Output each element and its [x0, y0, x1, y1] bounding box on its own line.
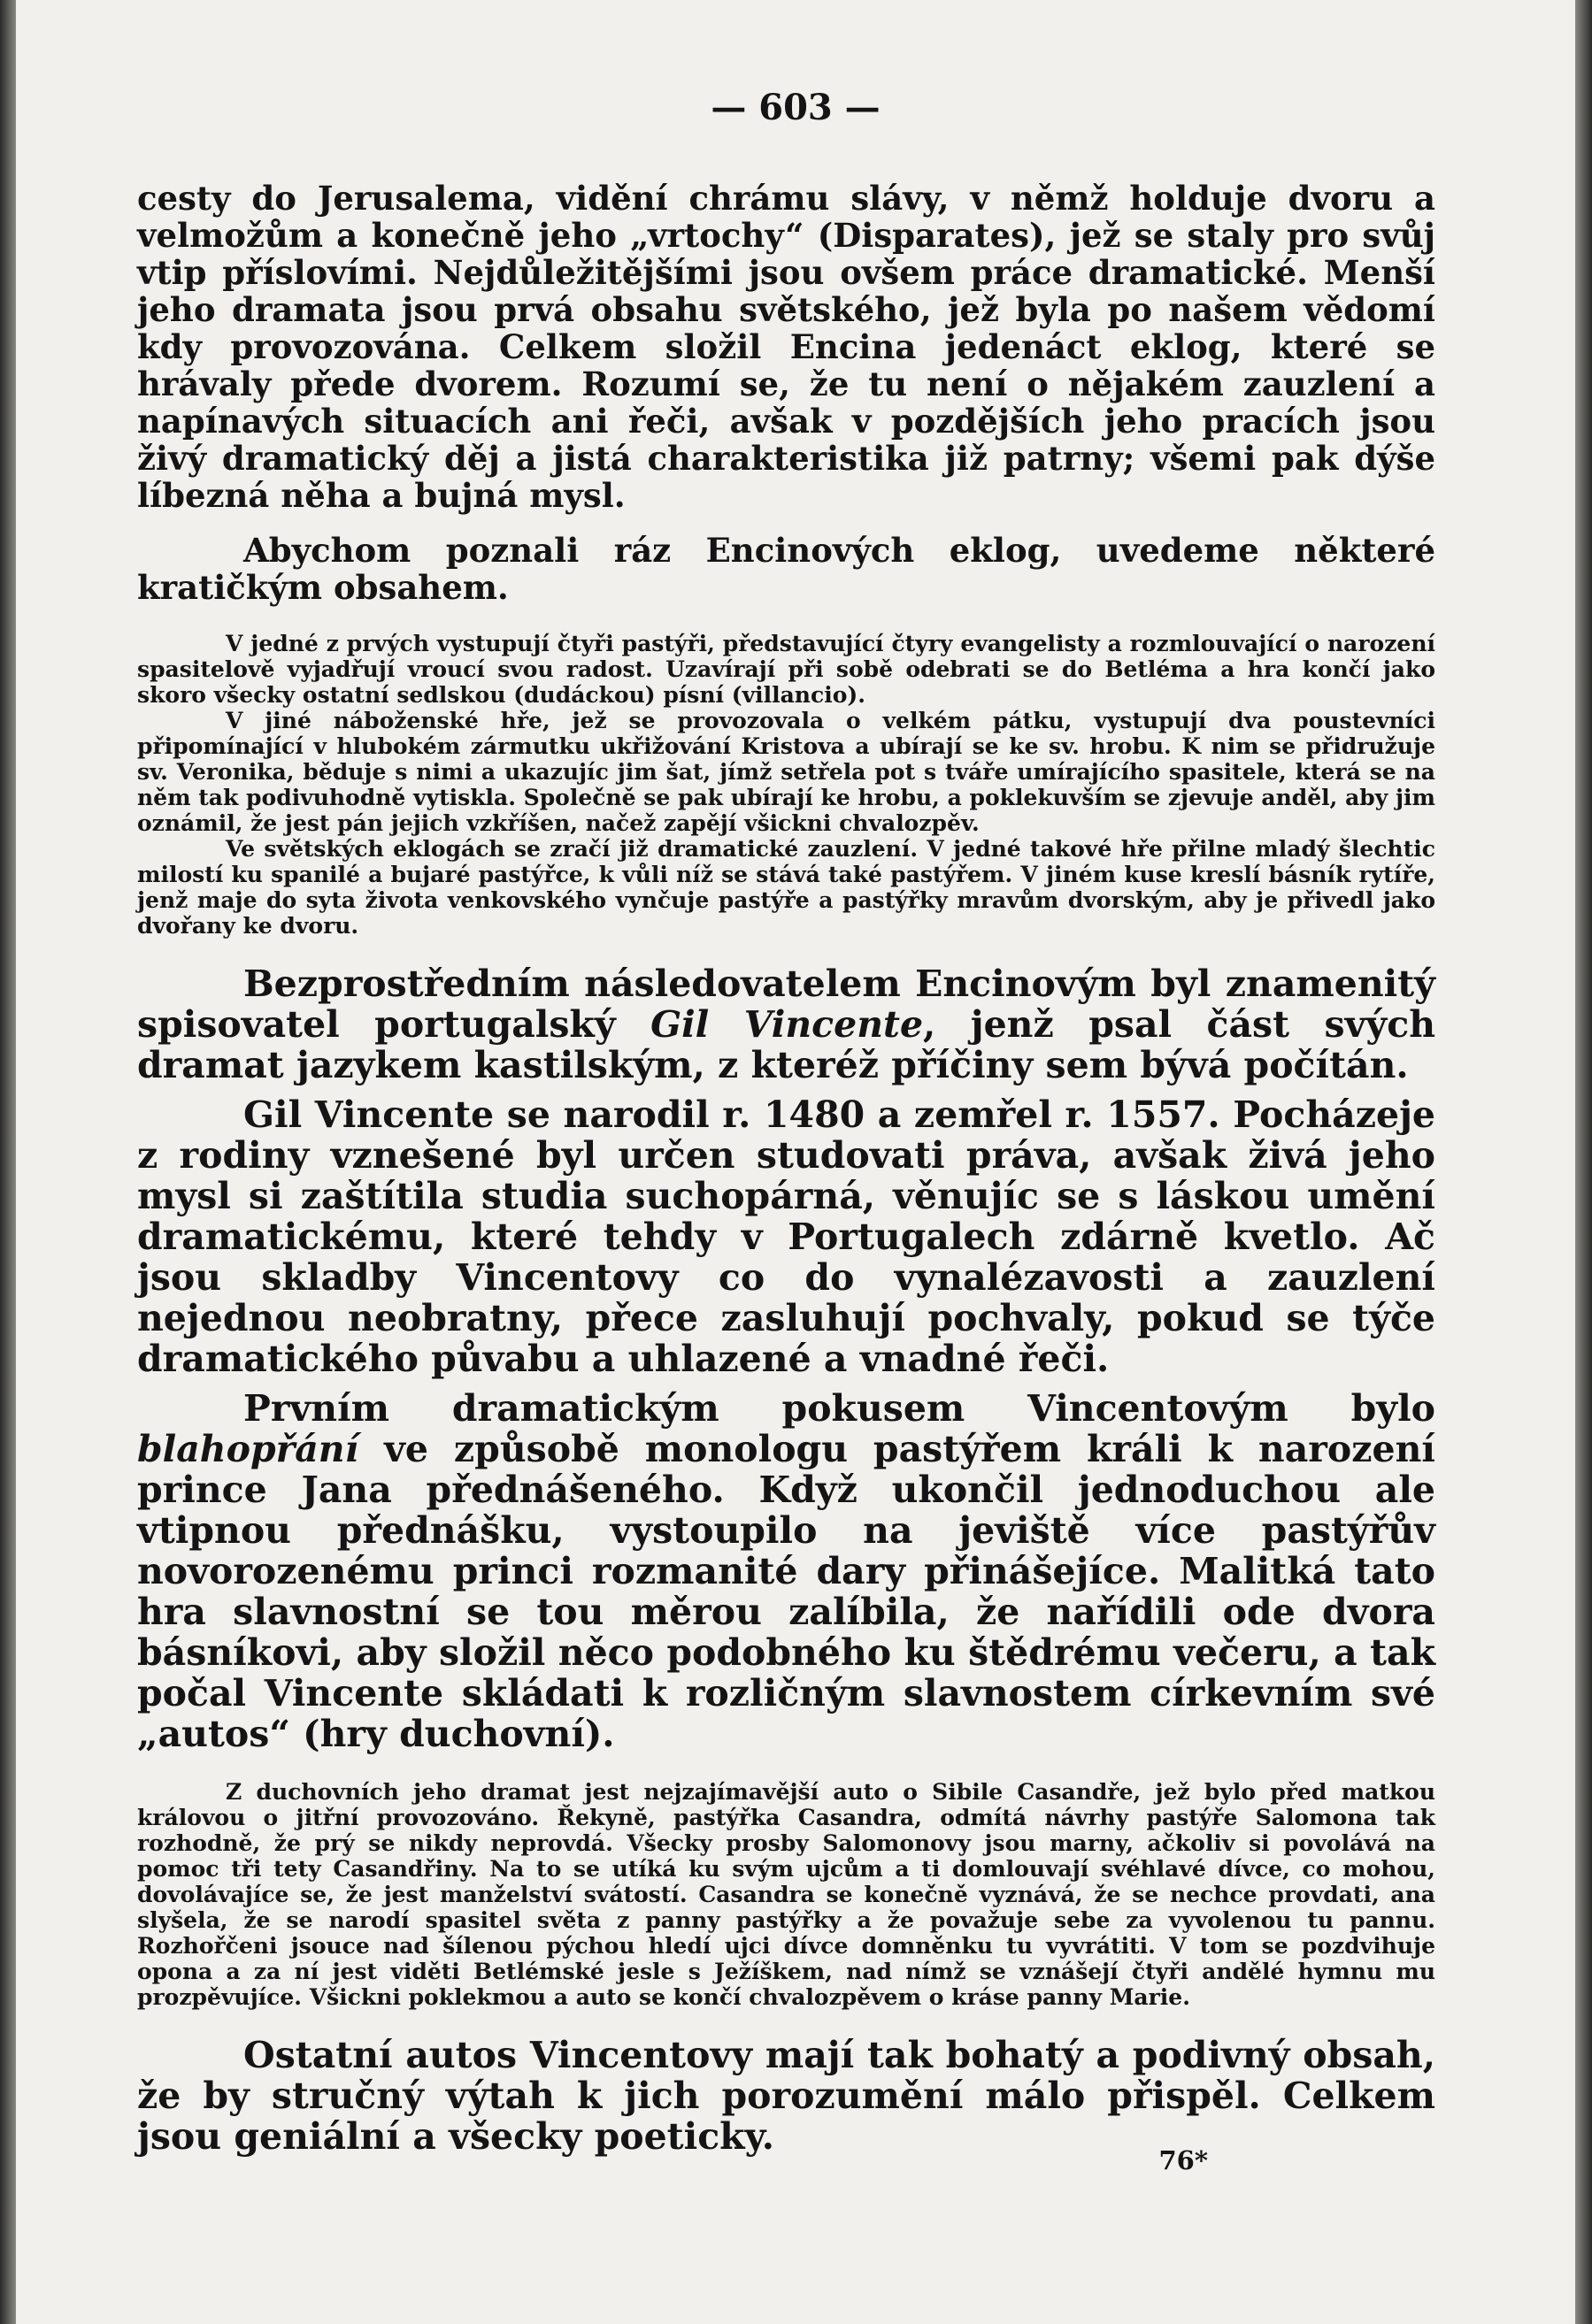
- scan-edge-left: [0, 0, 16, 2324]
- note-good-friday-play: V jiné náboženské hře, jež se provozovala o velkém pátku, vystupují dva poustevníci připomínající v hlubokém zármutku ukřižování Kristova a ubírají se ke sv. hrobu. K nim se přidružuje sv. Veronika, běduje s nimi a ukazujíc jim šat, jímž setřela pot s tváře umírajícího spasitele, která se na něm tak podivuhodně vytiskla. Společně se pak ubírají ke hrobu, a poklekuvším se zjevuje anděl, aby jim oznámil, že jest pán jejich vzkříšen, načež zapějí všickni chvalozpěv.: [137, 708, 1435, 836]
- paragraph-eclogues-intro: Abychom poznali ráz Encinových eklog, uvedeme některé kratičkým obsahem.: [137, 531, 1435, 607]
- text-segment: ve způsobě monologu pastýřem králi k narození prince Jana přednášeného. Když ukončil jednoduchou ale vtipnou přednášku, vystoupilo na jeviště více pastýřův novorozenému princi rozmanité dary přinášejíce. Malitká tato hra slavnostní se tou měrou zalíbila, že nařídili ode dvora básníkovi, aby složil něco podobného ku štědrému večeru, a tak počal Vincente skládati k rozličným slavnostem církevním své „autos“ (hry duchovní).: [137, 1428, 1435, 1755]
- paragraph-encina-works: cesty do Jerusalema, vidění chrámu slávy, v němž holduje dvoru a velmožům a konečně jeho „vrtochy“ (Disparates), jež se staly pro svůj vtip příslovími. Nejdůležitějšími jsou ovšem práce dramatické. Menší jeho dramata jsou prvá obsahu světského, jež byla po našem vědomí kdy provozována. Celkem složil Encina jedenáct eklog, které se hrávaly přede dvorem. Rozumí se, že tu není o nějakém zauzlení a napínavých situacích ani řeči, avšak v pozdějších jeho pracích jsou živý dramatický děj a jistá charakteristika již patrny; všemi pak dýše líbezná něha a bujná mysl.: [137, 179, 1435, 515]
- note-sibila-casandra: Z duchovních jeho dramat jest nejzajímavější auto o Sibile Casandře, jež bylo před matkou královou o jitřní provozováno. Řekyně, pastýřka Casandra, odmítá návrhy pastýře Salomona tak rozhodně, že prý se nikdy neprovdá. Všecky prosby Salomonovy jsou marny, ačkoliv si povolává na pomoc tři tety Casandřiny. Na to se utíká ku svým ujcům a ti domlouvají svéhlavé dívce, co mohou, dovolávajíce se, že jest manželství svátostí. Casandra se konečně vyznává, že se nechce provdati, ana slyšela, že se narodí spasitel světa z panny pastýřky a že považuje sebe za vyvolenou tu pannu. Rozhořčeni jsouce nad šílenou pýchou hledí ujci dívce domněnku tu vyvrátiti. V tom se pozdvihuje opona a za ní jest viděti Betlémské jesle s Ježíškem, nad nímž se vznášejí čtyři andělé hymnu mu prozpěvujíce. Všickni poklekmou a auto se končí chvalozpěvem o kráse panny Marie.: [137, 1779, 1435, 2010]
- text-segment: , jenž psal část svých dramat jazykem kastilským, z kteréž příčiny sem bývá počítán.: [137, 1003, 1435, 1086]
- paragraph-gil-vincente-life: Gil Vincente se narodil r. 1480 a zemřel r. 1557. Pocházeje z rodiny vznešené byl určen studovati práva, avšak živá jeho mysl si zaštítila studia suchopárná, věnujíc se s láskou umění dramatickému, které tehdy v Portugalech zdárně kvetlo. Ač jsou skladby Vincentovy co do vynalézavosti a zauzlení nejednou neobratny, přece zasluhují pochvaly, pokud se týče dramatického půvabu a uhlazené a vnadné řeči.: [137, 1093, 1435, 1380]
- note-evangelists-eclogue: V jedné z prvých vystupují čtyři pastýři, představující čtyry evangelisty a rozmlouvající o narození spasitelově vyjadřují vroucí svou radost. Uzavírají při sobě odebrati se do Betléma a hra končí jako skoro všecky ostatní sedlskou (dudáckou) písní (villancio).: [137, 631, 1435, 708]
- printer-signature: 76*: [1158, 2145, 1208, 2175]
- scan-edge-right: [1575, 0, 1592, 2324]
- page-number: — 603 —: [711, 87, 881, 128]
- text-segment: Bezprostředním následovatelem Encinovým byl znamenitý spisovatel portugalský: [137, 963, 1435, 1046]
- work-title: blahopřání: [137, 1428, 359, 1470]
- note-secular-eclogues: Ve světských eklogách se zračí již dramatické zauzlení. V jedné takové hře přilne mladý šlechtic milostí ku spanilé a bujaré pastýřce, k vůli níž se stává také pastýřem. V jiném kuse kreslí básník rytíře, jenž maje do syta života venkovského vynčuje pastýře a pastýřky mravům dvorským, aby je přivedl jako dvořany ke dvoru.: [137, 836, 1435, 939]
- text-segment: Prvním dramatickým pokusem Vincentovým bylo: [243, 1387, 1435, 1430]
- paragraph-other-autos: Ostatní autos Vincentovy mají tak bohatý a podivný obsah, že by stručný výtah k jich porozumění málo přispěl. Celkem jsou geniální a všecky poeticky.: [137, 2034, 1435, 2158]
- paragraph-gil-vincente-intro: [137, 963, 1435, 1085]
- book-page: [16, 0, 1575, 2324]
- paragraph-first-attempt: [137, 1388, 1435, 1754]
- page-content: [137, 180, 1435, 2157]
- author-name: Gil Vincente: [650, 1003, 924, 1046]
